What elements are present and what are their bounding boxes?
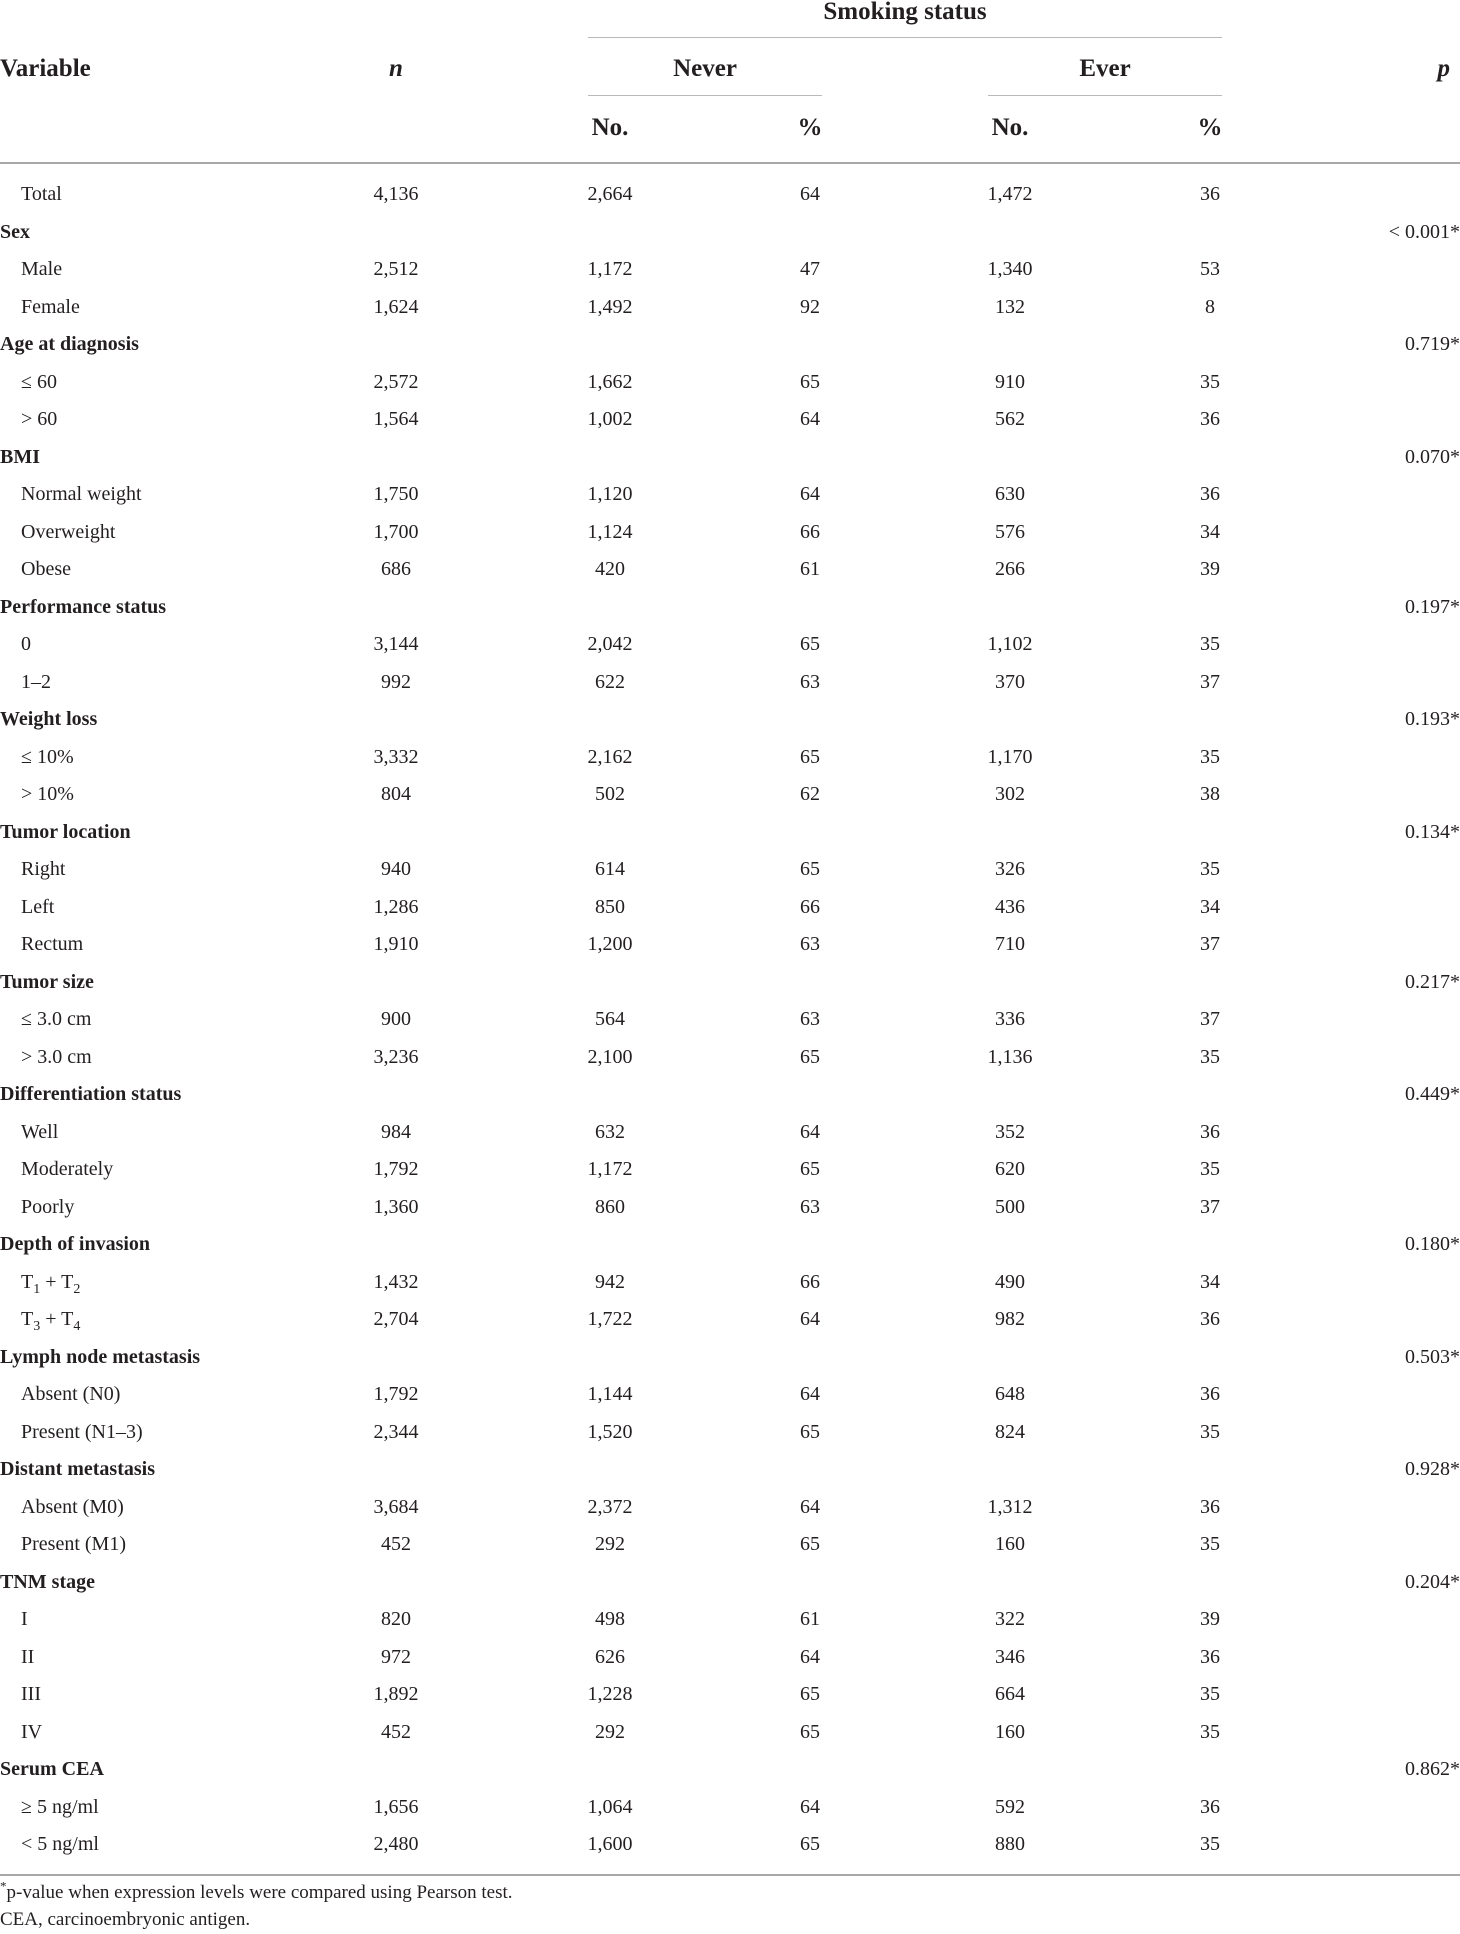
n-cell: 4,136 — [373, 183, 419, 205]
ever-no-cell: 710 — [995, 933, 1025, 955]
category-label: Weight loss — [0, 708, 98, 730]
variable-header: Variable — [0, 55, 91, 82]
category-row — [0, 1451, 1460, 1487]
ever-pct-cell: 35 — [1200, 633, 1220, 655]
smoking-status-underline — [588, 37, 1222, 38]
never-no-cell: 1,228 — [587, 1683, 633, 1705]
row-label: Absent (M0) — [21, 1495, 124, 1518]
table-row — [0, 1301, 1460, 1337]
row-label: ≤ 60 — [21, 370, 57, 393]
p-value-cell: 0.180* — [1405, 1233, 1460, 1255]
ever-no-cell: 322 — [995, 1608, 1025, 1630]
row-label: Right — [21, 858, 66, 880]
p-value-cell: 0.449* — [1405, 1083, 1460, 1105]
n-cell: 1,892 — [373, 1683, 419, 1705]
table-row — [0, 251, 1460, 287]
category-label: Lymph node metastasis — [0, 1345, 201, 1368]
ever-pct-cell: 34 — [1200, 1270, 1220, 1293]
never-no-cell: 1,172 — [587, 258, 633, 280]
table-row — [0, 739, 1460, 775]
never-pct-cell: 65 — [800, 1533, 820, 1555]
ever-no-cell: 1,340 — [987, 258, 1033, 280]
row-label: Normal weight — [21, 483, 142, 505]
ever-pct-cell: 38 — [1200, 783, 1220, 805]
ever-no-cell: 1,170 — [987, 745, 1033, 768]
n-cell: 686 — [381, 558, 411, 580]
ever-no-cell: 592 — [995, 1795, 1025, 1818]
table-row — [0, 1489, 1460, 1525]
never-pct-cell: 64 — [800, 1308, 820, 1330]
ever-pct-cell: 39 — [1200, 1608, 1220, 1630]
never-pct-cell: 63 — [800, 1195, 820, 1218]
table-row — [0, 1789, 1460, 1825]
table-row — [0, 289, 1460, 325]
n-cell: 992 — [381, 670, 411, 693]
n-cell: 1,624 — [373, 295, 419, 318]
ever-pct-cell: 34 — [1200, 520, 1220, 543]
never-pct-cell: 64 — [800, 483, 820, 505]
never-no-cell: 2,664 — [587, 183, 633, 205]
row-label: Absent (N0) — [21, 1383, 121, 1405]
n-cell: 820 — [381, 1608, 411, 1630]
ever-pct-cell: 37 — [1200, 933, 1220, 955]
table-row — [0, 1039, 1460, 1075]
never-no-cell: 2,162 — [587, 745, 633, 768]
ever-pct-cell: 35 — [1200, 1045, 1220, 1068]
ever-no-cell: 490 — [995, 1270, 1025, 1293]
n-cell: 3,332 — [373, 745, 419, 768]
p-value-cell: 0.204* — [1405, 1570, 1460, 1593]
never-no-cell: 632 — [595, 1120, 625, 1143]
row-label: Present (M1) — [21, 1533, 126, 1555]
n-cell: 3,236 — [373, 1045, 419, 1068]
ever-no-cell: 880 — [995, 1833, 1025, 1855]
never-pct-cell: 64 — [800, 1795, 820, 1818]
p-header: p — [1437, 55, 1450, 82]
never-no-cell: 1,002 — [587, 408, 633, 430]
table-row — [0, 514, 1460, 550]
table-bottom-rule — [0, 1874, 1460, 1876]
table-row — [0, 551, 1460, 587]
category-row — [0, 589, 1460, 625]
ever-no-cell: 132 — [995, 295, 1025, 318]
row-label: Total — [21, 183, 62, 205]
ever-pct-cell: 8 — [1205, 295, 1215, 318]
p-value-cell: 0.193* — [1405, 708, 1460, 730]
never-pct-cell: 65 — [800, 1420, 820, 1443]
never-no-cell: 626 — [595, 1645, 625, 1668]
row-label: ≥ 5 ng/ml — [21, 1795, 99, 1818]
never-no-cell: 1,600 — [587, 1833, 633, 1855]
never-no-cell: 502 — [595, 783, 625, 805]
ever-no-cell: 346 — [995, 1645, 1025, 1668]
p-value-cell: 0.719* — [1405, 333, 1460, 355]
table-row — [0, 476, 1460, 512]
category-label: Differentiation status — [0, 1083, 182, 1105]
ever-no-cell: 576 — [995, 520, 1025, 543]
category-row — [0, 701, 1460, 737]
ever-no-cell: 336 — [995, 1008, 1025, 1030]
ever-pct-cell: 37 — [1200, 670, 1220, 693]
never-pct-header: % — [797, 114, 823, 141]
never-pct-cell: 66 — [800, 895, 820, 918]
n-cell: 900 — [381, 1008, 411, 1030]
ever-no-cell: 436 — [995, 895, 1025, 918]
ever-no-header: No. — [991, 114, 1029, 141]
table-row — [0, 401, 1460, 437]
ever-no-cell: 370 — [995, 670, 1025, 693]
ever-no-cell: 352 — [995, 1120, 1025, 1143]
n-cell: 3,684 — [373, 1495, 419, 1518]
table-row — [0, 1376, 1460, 1412]
never-pct-cell: 65 — [800, 1158, 820, 1180]
never-pct-cell: 63 — [800, 1008, 820, 1030]
row-label: > 60 — [21, 408, 58, 430]
category-label: TNM stage — [0, 1570, 95, 1593]
ever-pct-cell: 37 — [1200, 1195, 1220, 1218]
ever-no-cell: 1,136 — [987, 1045, 1033, 1068]
never-no-cell: 1,120 — [587, 483, 633, 505]
category-row — [0, 1564, 1460, 1600]
n-cell: 1,656 — [373, 1795, 419, 1818]
table-row — [0, 1526, 1460, 1562]
never-pct-cell: 64 — [800, 1383, 820, 1405]
never-pct-cell: 65 — [800, 1683, 820, 1705]
n-cell: 2,704 — [373, 1308, 419, 1330]
ever-pct-cell: 36 — [1200, 1495, 1220, 1518]
row-label: ≤ 3.0 cm — [21, 1008, 92, 1030]
row-label: Moderately — [21, 1158, 114, 1180]
table-row — [0, 1264, 1460, 1300]
ever-no-cell: 982 — [995, 1308, 1025, 1330]
ever-pct-cell: 36 — [1200, 1645, 1220, 1668]
never-no-cell: 1,492 — [587, 295, 633, 318]
category-label: Distant metastasis — [0, 1458, 155, 1480]
never-no-cell: 292 — [595, 1533, 625, 1555]
category-row — [0, 1076, 1460, 1112]
n-cell: 1,360 — [373, 1195, 419, 1218]
table-row — [0, 1601, 1460, 1637]
ever-pct-cell: 35 — [1200, 858, 1220, 880]
p-value-cell: 0.503* — [1405, 1345, 1460, 1368]
footnote-pearson — [0, 1880, 513, 1906]
category-label: Sex — [0, 220, 30, 243]
p-value-cell: 0.197* — [1405, 595, 1460, 618]
n-cell: 1,792 — [373, 1158, 419, 1180]
table-row — [0, 1676, 1460, 1712]
n-cell: 1,700 — [373, 520, 419, 543]
never-pct-cell: 47 — [800, 258, 820, 280]
never-no-cell: 1,722 — [587, 1308, 633, 1330]
row-label: Poorly — [21, 1195, 75, 1218]
row-label: Rectum — [21, 933, 84, 955]
category-row — [0, 1339, 1460, 1375]
smoking-status-header: Smoking status — [823, 0, 987, 25]
ever-pct-cell: 35 — [1200, 370, 1220, 393]
category-row — [0, 1751, 1460, 1787]
category-label: Tumor location — [0, 820, 131, 843]
ever-pct-cell: 34 — [1200, 895, 1220, 918]
n-cell: 804 — [381, 783, 411, 805]
table-row — [0, 1639, 1460, 1675]
table-row — [0, 176, 1460, 212]
category-row — [0, 1226, 1460, 1262]
ever-pct-cell: 35 — [1200, 1533, 1220, 1555]
table-row — [0, 1151, 1460, 1187]
ever-header: Ever — [1079, 55, 1131, 82]
ever-no-cell: 326 — [995, 858, 1025, 880]
category-row — [0, 214, 1460, 250]
ever-pct-cell: 37 — [1200, 1008, 1220, 1030]
never-no-cell: 564 — [595, 1008, 625, 1030]
ever-pct-cell: 39 — [1200, 558, 1220, 580]
category-row — [0, 439, 1460, 475]
ever-pct-cell: 36 — [1200, 1308, 1220, 1330]
never-pct-cell: 64 — [800, 408, 820, 430]
ever-no-cell: 910 — [995, 370, 1025, 393]
row-label: Overweight — [21, 520, 116, 543]
table-row — [0, 1714, 1460, 1750]
ever-no-cell: 1,472 — [987, 183, 1033, 205]
n-header: n — [389, 55, 403, 82]
never-pct-cell: 64 — [800, 183, 820, 205]
ever-pct-cell: 35 — [1200, 1720, 1220, 1743]
never-no-cell: 860 — [595, 1195, 625, 1218]
never-no-cell: 1,662 — [587, 370, 633, 393]
footnote-cea: CEA, carcinoembryonic antigen. — [0, 1909, 251, 1930]
category-row — [0, 326, 1460, 362]
row-label: Left — [21, 895, 55, 918]
never-pct-cell: 62 — [800, 783, 820, 805]
never-no-cell: 1,124 — [587, 520, 633, 543]
ever-no-cell: 648 — [995, 1383, 1025, 1405]
header-bottom-rule — [0, 162, 1460, 164]
never-underline — [588, 95, 822, 96]
row-label: Female — [21, 295, 80, 318]
ever-pct-cell: 36 — [1200, 183, 1220, 205]
ever-pct-cell: 36 — [1200, 1120, 1220, 1143]
row-label: 1–2 — [21, 670, 51, 693]
ever-no-cell: 1,312 — [987, 1495, 1033, 1518]
never-no-cell: 292 — [595, 1720, 625, 1743]
row-label: Obese — [21, 558, 71, 580]
category-label: Serum CEA — [0, 1758, 104, 1780]
table-row — [0, 1001, 1460, 1037]
ever-no-cell: 160 — [995, 1720, 1025, 1743]
row-label: II — [21, 1645, 35, 1668]
p-value-cell: 0.070* — [1405, 445, 1460, 468]
never-no-cell: 1,064 — [587, 1795, 633, 1818]
ever-pct-cell: 35 — [1200, 1158, 1220, 1180]
never-no-cell: 2,100 — [587, 1045, 633, 1068]
ever-pct-cell: 36 — [1200, 483, 1220, 505]
never-pct-cell: 65 — [800, 1720, 820, 1743]
category-label: Performance status — [0, 595, 167, 618]
row-label: $T_3 + T_4$ — [21, 1308, 81, 1334]
ever-pct-cell: 35 — [1200, 1420, 1220, 1443]
n-cell: 2,480 — [373, 1833, 419, 1855]
never-pct-cell: 65 — [800, 745, 820, 768]
never-pct-cell: 64 — [800, 1645, 820, 1668]
row-label: $T_1 + T_2$ — [21, 1270, 81, 1297]
never-pct-cell: 65 — [800, 1045, 820, 1068]
n-cell: 2,572 — [373, 370, 419, 393]
never-pct-cell: 64 — [800, 1495, 820, 1518]
ever-no-cell: 500 — [995, 1195, 1025, 1218]
never-pct-cell: 65 — [800, 1833, 820, 1855]
ever-pct-cell: 36 — [1200, 1795, 1220, 1818]
never-pct-cell: 64 — [800, 1120, 820, 1143]
category-label: Tumor size — [0, 970, 94, 993]
never-no-cell: 614 — [595, 858, 625, 880]
never-no-cell: 498 — [595, 1608, 625, 1630]
n-cell: 3,144 — [373, 633, 419, 655]
p-value-cell: 0.217* — [1405, 970, 1460, 993]
table-row — [0, 1826, 1460, 1862]
n-cell: 972 — [381, 1645, 411, 1668]
n-cell: 984 — [381, 1120, 411, 1143]
n-cell: 1,910 — [373, 933, 419, 955]
never-pct-cell: 65 — [800, 858, 820, 880]
never-pct-cell: 63 — [800, 933, 820, 955]
never-no-cell: 2,042 — [587, 633, 633, 655]
ever-no-cell: 630 — [995, 483, 1025, 505]
table-row — [0, 1414, 1460, 1450]
never-no-cell: 622 — [595, 670, 625, 693]
table-row — [0, 926, 1460, 962]
n-cell: 1,432 — [373, 1270, 419, 1293]
never-no-cell: 1,200 — [587, 933, 633, 955]
never-pct-cell: 61 — [800, 558, 820, 580]
ever-no-cell: 824 — [995, 1420, 1025, 1443]
category-row — [0, 814, 1460, 850]
never-no-header: No. — [591, 114, 629, 141]
row-label: Male — [21, 258, 63, 280]
table-row — [0, 626, 1460, 662]
row-label: III — [21, 1683, 41, 1705]
p-value-cell: 0.928* — [1405, 1458, 1460, 1480]
n-cell: 940 — [381, 858, 411, 880]
ever-pct-cell: 35 — [1200, 1683, 1220, 1705]
n-cell: 452 — [381, 1533, 411, 1555]
never-pct-cell: 66 — [800, 1270, 820, 1293]
table-row — [0, 851, 1460, 887]
ever-pct-cell: 53 — [1200, 258, 1220, 280]
row-label: > 3.0 cm — [21, 1045, 92, 1068]
n-cell: 1,792 — [373, 1383, 419, 1405]
row-label: Well — [21, 1120, 59, 1143]
row-label: > 10% — [21, 783, 74, 805]
table-row — [0, 364, 1460, 400]
category-label: Age at diagnosis — [0, 333, 139, 355]
never-no-cell: 1,520 — [587, 1420, 633, 1443]
never-pct-cell: 65 — [800, 370, 820, 393]
ever-pct-cell: 36 — [1200, 1383, 1220, 1405]
ever-no-cell: 1,102 — [987, 633, 1033, 655]
row-label: ≤ 10% — [21, 745, 74, 768]
footnote-star: * — [0, 1878, 7, 1894]
category-label: BMI — [0, 445, 40, 468]
row-label: Present (N1–3) — [21, 1420, 143, 1443]
ever-no-cell: 620 — [995, 1158, 1025, 1180]
row-label: IV — [21, 1720, 43, 1743]
never-no-cell: 1,144 — [587, 1383, 633, 1405]
never-no-cell: 1,172 — [587, 1158, 633, 1180]
never-pct-cell: 92 — [800, 295, 820, 318]
p-value-cell: 0.862* — [1405, 1758, 1460, 1780]
never-no-cell: 2,372 — [587, 1495, 633, 1518]
ever-no-cell: 302 — [995, 783, 1025, 805]
row-label: < 5 ng/ml — [21, 1833, 99, 1855]
never-no-cell: 942 — [595, 1270, 625, 1293]
never-header: Never — [673, 55, 737, 82]
never-pct-cell: 63 — [800, 670, 820, 693]
n-cell: 2,344 — [373, 1420, 419, 1443]
never-pct-cell: 65 — [800, 633, 820, 655]
row-label: I — [21, 1608, 28, 1630]
n-cell: 1,286 — [373, 895, 419, 918]
ever-no-cell: 160 — [995, 1533, 1025, 1555]
row-label: 0 — [21, 633, 31, 655]
table-row — [0, 1114, 1460, 1150]
ever-pct-header: % — [1197, 114, 1223, 141]
ever-pct-cell: 36 — [1200, 408, 1220, 430]
category-row — [0, 964, 1460, 1000]
never-pct-cell: 66 — [800, 520, 820, 543]
p-value-cell: 0.134* — [1405, 820, 1460, 843]
ever-no-cell: 562 — [995, 408, 1025, 430]
n-cell: 1,564 — [373, 408, 419, 430]
category-label: Depth of invasion — [0, 1233, 151, 1255]
p-value-cell: < 0.001* — [1388, 220, 1460, 243]
ever-no-cell: 266 — [995, 558, 1025, 580]
never-no-cell: 420 — [595, 558, 625, 580]
table-row — [0, 664, 1460, 700]
ever-no-cell: 664 — [995, 1683, 1025, 1705]
ever-underline — [988, 95, 1222, 96]
footnote-pearson-text: p-value when expression levels were compared using Pearson test. — [6, 1882, 513, 1903]
n-cell: 1,750 — [373, 483, 419, 505]
n-cell: 452 — [381, 1720, 411, 1743]
table-row — [0, 776, 1460, 812]
ever-pct-cell: 35 — [1200, 1833, 1220, 1855]
n-cell: 2,512 — [373, 258, 419, 280]
table-row — [0, 1189, 1460, 1225]
table-row — [0, 889, 1460, 925]
never-no-cell: 850 — [595, 895, 625, 918]
never-pct-cell: 61 — [800, 1608, 820, 1630]
ever-pct-cell: 35 — [1200, 745, 1220, 768]
